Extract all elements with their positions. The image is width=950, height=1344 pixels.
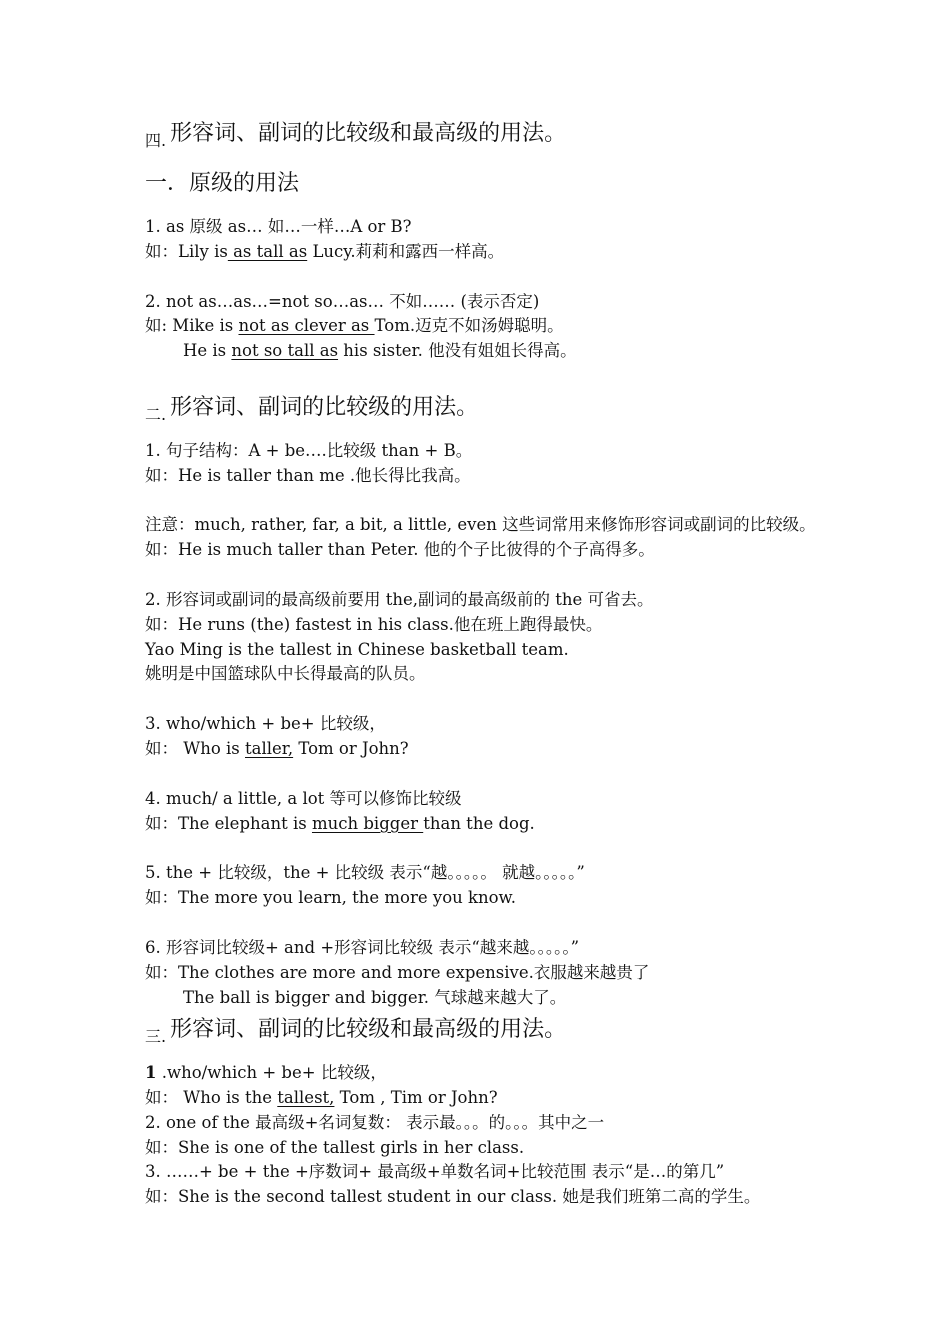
rule-who-which: 3. who/which + be+ 比较级， [145,714,386,733]
example-who-tallest [145,1087,498,1109]
example-lily [145,241,504,263]
example-who-taller [145,738,409,760]
underlined-phrase: taller, [245,739,294,758]
example-text: 如： Who is [145,739,245,758]
example-text: than the dog. [423,814,535,833]
example-sister [183,340,577,362]
section-four-heading [145,120,566,149]
rule-text: .who/which + be+ 比较级， [156,1063,387,1082]
section-three-title: 形容词、副词的比较级和最高级的用法。 [170,1017,567,1042]
note-modifiers: 注意：much, rather, far, a bit, a little, even 这些词常用来修饰形容词或副词的比较级。 [145,515,816,534]
example-text: Tom.迈克不如汤姆聪明。 [374,316,564,335]
example-ball: The ball is bigger and bigger. 气球越来越大了。 [183,988,567,1007]
example-taller-than-me: 如：He is taller than me .他长得比我高。 [145,466,471,485]
rule-and-comparative: 6. 形容词比较级+ and +形容词比较级 表示“越来越。。。。。” [145,938,580,957]
rule-2-not-as: 2. not as…as…=not so…as… 不如…… (表示否定) [145,292,540,311]
example-text: his sister. 他没有姐姐长得高。 [338,341,577,360]
section-two-number: 二. [145,405,167,424]
example-text: Lucy.莉莉和露西一样高。 [307,242,505,261]
section-three-heading [145,1016,566,1045]
rule-sentence-structure: 1. 句子结构：A + be….比较级 than + B。 [145,441,473,460]
underlined-phrase: not as clever as [238,316,375,335]
example-yao-ming-translation: 姚明是中国篮球队中长得最高的队员。 [145,664,426,683]
example-text: 如：The elephant is [145,814,312,833]
example-yao-ming: Yao Ming is the tallest in Chinese basketball team. [145,640,569,659]
example-peter: 如：He is much taller than Peter. 他的个子比彼得的个子高得多。 [145,540,655,559]
section-two-heading [145,394,478,423]
rule-the-more: 5. the + 比较级，the + 比较级 表示“越。。。。。 就越。。。。。” [145,863,585,882]
rule-superlative-who-which [145,1062,387,1084]
rule-ordinal-superlative: 3. ……+ be + the +序数词+ 最高级+单数名词+比较范围 表示“是…的第几” [145,1162,725,1181]
example-second-tallest: 如：She is the second tallest student in our class. 她是我们班第二高的学生。 [145,1187,761,1206]
example-text: Tom or John? [293,739,409,758]
example-text: He is [183,341,232,360]
example-elephant [145,813,535,835]
example-tallest-girls: 如：She is one of the tallest girls in her class. [145,1138,525,1157]
underlined-phrase: tallest, [277,1088,335,1107]
example-clothes: 如：The clothes are more and more expensive.衣服越来越贵了 [145,963,650,982]
example-text: 如：Lily is [145,242,228,261]
rule-one-of-the: 2. one of the 最高级+名词复数： 表示最。。。的。。。其中之一 [145,1113,605,1132]
section-three-number: 三. [145,1027,167,1046]
underlined-phrase: as tall as [227,242,308,261]
example-text: 如: Mike is [145,316,239,335]
subsection-one-heading: 一．原级的用法 [145,171,300,196]
example-mike [145,315,564,337]
example-fastest: 如：He runs (the) fastest in his class.他在班上跑得最快。 [145,615,603,634]
example-text: 如： Who is the [145,1088,278,1107]
section-four-number: 四. [145,131,167,150]
underlined-phrase: not so tall as [231,341,339,360]
example-learn-know: 如：The more you learn, the more you know. [145,888,516,907]
rule-much-a-little: 4. much/ a little, a lot 等可以修饰比较级 [145,789,462,808]
section-four-title: 形容词、副词的比较级和最高级的用法。 [170,121,567,146]
rule-superlative-the: 2. 形容词或副词的最高级前要用 the,副词的最高级前的 the 可省去。 [145,590,654,609]
rule-number: 1 [145,1063,157,1082]
example-text: Tom , Tim or John? [334,1088,498,1107]
underlined-phrase: much bigger [311,814,424,833]
section-two-title: 形容词、副词的比较级的用法。 [170,395,479,420]
rule-1-as-as: 1. as 原级 as… 如…一样…A or B? [145,217,412,236]
